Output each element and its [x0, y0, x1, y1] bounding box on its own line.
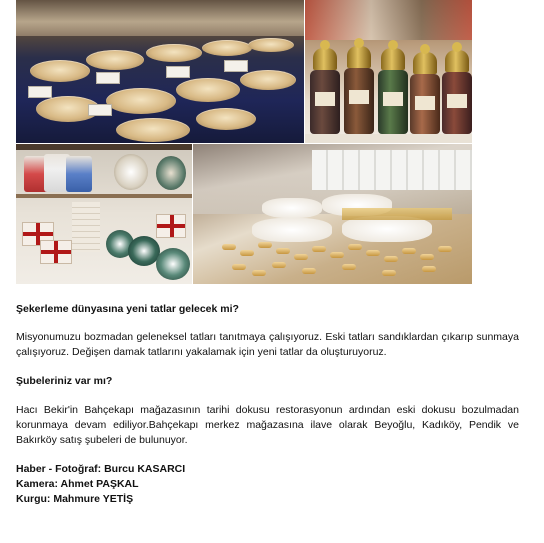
credit-news-photo: Haber - Fotoğraf: Burcu KASARCI: [16, 463, 186, 475]
question-branches: Şubeleriniz var mı?: [16, 375, 113, 387]
photo-candy-jars: [304, 0, 472, 144]
question-new-flavors: Şekerleme dünyasına yeni tatlar gelecek mi?: [16, 303, 239, 315]
credit-camera: Kamera: Ahmet PAŞKAL: [16, 478, 139, 490]
photo-shelves: [16, 144, 192, 284]
answer-branches: Hacı Bekir'in Bahçekapı mağazasının tarihi dokusu restorasyonun ardından eski dokusu bozulmadan korunmaya devam ediliyor.Bahçekapı merkez mağazasına ilave olarak Beyoğlu, Kadıköy, Pendik ve Bakırköy satış şubeleri de bulunuyor.: [16, 404, 519, 446]
answer-new-flavors: Misyonumuzu bozmadan geleneksel tatları tanıtmaya çalışıyoruz. Eski tatları sandıklardan çıkarıp sunmaya çalışıyoruz. Değişen damak tatlarını yakalamak için yeni tatlar da oluşturuyoruz.: [16, 331, 519, 358]
photo-display-counter: [16, 0, 304, 144]
credit-editing: Kurgu: Mahmure YETİŞ: [16, 493, 134, 505]
photo-pastry-case: [192, 144, 472, 284]
photo-collage: [16, 0, 472, 284]
